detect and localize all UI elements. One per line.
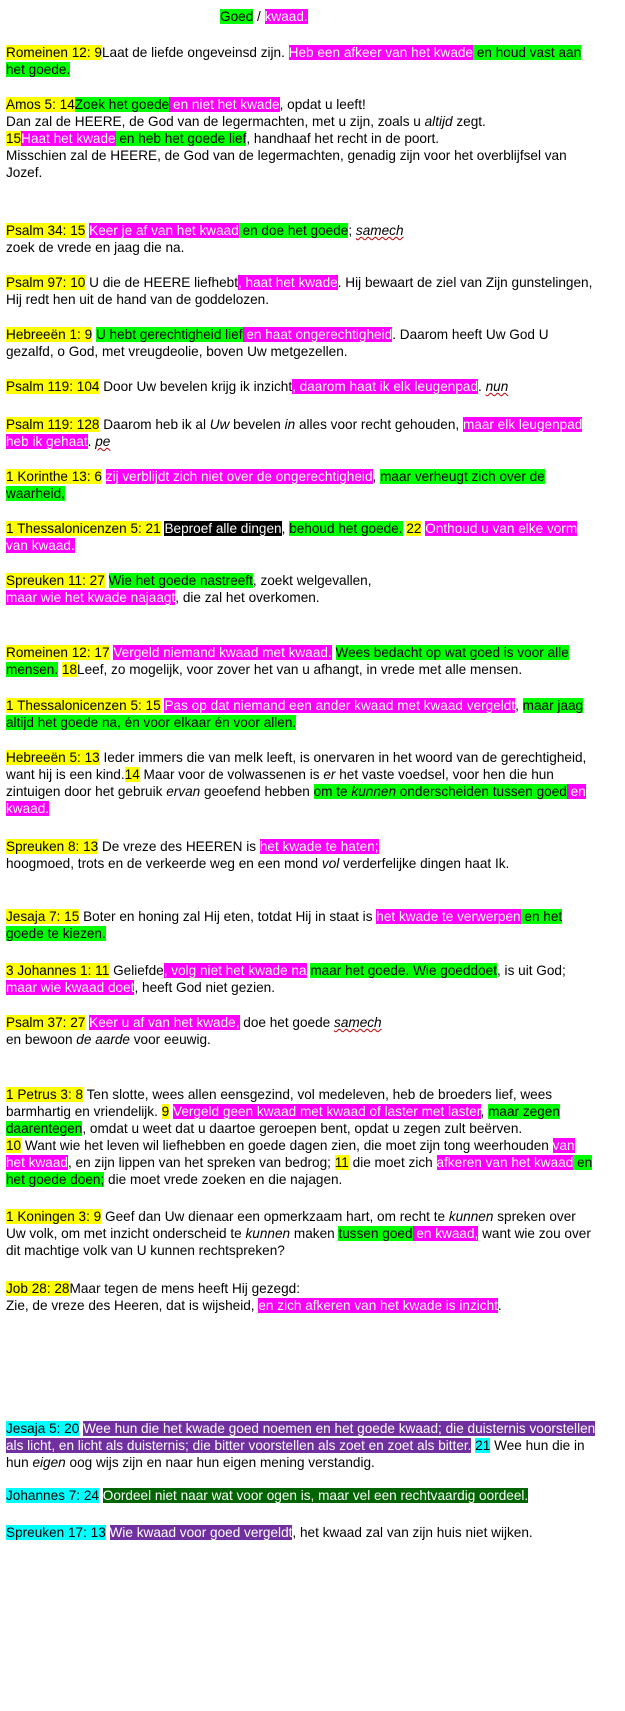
verse-text: doe het goede [239,1015,335,1030]
highlight-good: onderscheiden tussen goed [396,784,567,799]
verse-text: . Hij bewaart de ziel van Zijn gunstelingen, Hij redt hen uit de hand van de goddelozen. [6,275,593,307]
verse-block [6,1487,596,1504]
verse-text: alles voor recht gehouden, [295,417,463,432]
verse-block [6,644,596,678]
verse-reference: 1 Thessalonicenzen 5: 15 [6,698,161,713]
highlight-bad: maar wie het kwade najaagt [6,590,176,605]
verse-text: in [284,417,296,432]
verse-block [6,572,596,606]
verse-text: kunnen [245,1226,291,1241]
verse-reference: Psalm 119: 128 [6,417,100,432]
verse-reference: samech [355,223,404,238]
verse-text: , zoekt welgevallen, [252,573,372,588]
verse-reference: 3 Johannes 1: 11 [6,963,110,978]
highlight-good: en heb het goede lief [115,131,247,146]
verse-block [6,1280,596,1314]
highlight-bad: Onthoud u van elke vorm van kwaad. [6,521,578,553]
highlight-good: Oordeel niet naar wat voor ogen is, maar vel een rechtvaardig oordeel. [102,1488,529,1503]
verse-reference: 9 [161,1104,170,1119]
verse-text: maken [290,1226,339,1241]
highlight-good: maar jaag altijd het goede na, én voor elkaar én voor allen. [6,698,584,730]
verse-text: zoek de vrede en jaag die na. [6,240,185,255]
verse-reference: 15 [6,131,22,146]
verse-block [6,274,596,308]
highlight-good: en doe het goede [238,223,349,238]
highlight-good: en houd vast aan het goede. [6,45,582,77]
highlight-bad: Haat het kwade [21,131,116,146]
verse-reference: Jesaja 7: 15 [6,909,80,924]
verse-block [6,1086,596,1188]
highlight-bad: Wie kwaad voor goed vergeldt [109,1525,293,1540]
verse-text: vol [321,856,340,871]
verse-block [6,1014,596,1048]
verse-reference: Psalm 37: 27 [6,1015,86,1030]
highlight-good: Wees bedacht op wat goed is voor alle mensen. [6,645,569,677]
highlight-black: Beproef alle dingen [164,521,282,536]
verse-text: Want wie het leven wil liefhebben en goede dagen zien, die moet zijn tong weerhouden [21,1138,553,1153]
verse-text [332,645,336,660]
highlight-bad: en kwaad, [412,1226,479,1241]
verse-reference: Psalm 97: 10 [6,275,86,290]
verse-block [6,520,596,554]
verse-text: Boter en honing zal Hij eten, totdat Hij in staat is [79,909,377,924]
verse-reference: pe [95,434,111,449]
highlight-bad: maar elk leugenpad heb ik gehaat [6,417,583,449]
verse-reference: 1 Korinthe 13: 6 [6,469,102,484]
verse-text: het vaste voedsel, voor hen die hun zintuigen door het gebruik [6,767,554,799]
highlight-bad: Vergeld geen kwaad met kwaad of laster met laster [173,1104,481,1119]
highlight-good: om te [313,784,352,799]
verse-block [6,326,596,360]
highlight-bad: , haat het kwade [237,275,338,290]
verse-text: , handhaaf het recht in de poort. [246,131,440,146]
title-bad: kwaad. [264,9,308,24]
verse-text: de aarde [76,1032,130,1047]
verse-text: , heeft God niet gezien. [134,980,276,995]
verse-text: . [497,1298,502,1313]
verse-reference: 22 [406,521,422,536]
highlight-good: maar zegen daarentegen [6,1104,560,1136]
verse-text: spreken over Uw volk, om met inzicht onderscheid te [6,1209,576,1241]
verse-text [106,1525,110,1540]
highlight-good: en het goede doen; [6,1155,593,1187]
verse-text: er [323,767,336,782]
verse-reference: 1 Petrus 3: 8 [6,1087,84,1102]
verse-text: Door Uw bevelen krijg ik inzicht [99,379,293,394]
verse-reference: Psalm 119: 104 [6,379,100,394]
verse-reference: 1 Koningen 3: 9 [6,1209,102,1224]
verse-text: Ieder immers die van melk leeft, is onervaren in het woord van de gerechtigheid, want hij is een kind. [6,750,587,782]
verse-text: eigen [32,1455,66,1470]
verse-text: , [480,1104,489,1119]
verse-text: U die de HEERE liefhebt [85,275,238,290]
verse-text: Zie, de vreze des Heeren, dat is wijsheid, [6,1298,259,1313]
verse-text: zegt. [452,114,486,129]
verse-text: Wee hun die in hun [6,1438,585,1470]
verse-block [6,697,596,731]
verse-text: kunnen [448,1209,494,1224]
verse-reference: Romeinen 12: 9 [6,45,102,60]
verse-text: verderfelijke dingen haat Ik. [339,856,510,871]
highlight-good: U hebt gerechtigheid lief [95,327,243,342]
verse-text: Uw [209,417,230,432]
highlight-bad: zij verblijdt zich niet over de ongerechtigheid [105,469,373,484]
verse-reference: Spreuken 8: 13 [6,839,99,854]
verse-reference: Hebreeën 1: 9 [6,327,93,342]
highlight-bad: Pas op dat niemand een ander kwaad met kwaad vergeldt [164,698,516,713]
verse-block [6,468,596,502]
verse-block [6,1420,596,1471]
highlight-bad: het kwade te haten; [259,839,379,854]
highlight-good: maar verheugt zich over de waarheid, [6,469,545,501]
verse-text: , het kwaad zal van zijn huis niet wijken. [292,1525,533,1540]
verse-reference: Romeinen 12: 17 [6,645,110,660]
verse-block [6,962,596,996]
verse-text: . Daarom heeft Uw God U gezalfd, o God, met vreugdeolie, boven Uw metgezellen. [6,327,549,359]
verse-text: Misschien zal de HEERE, de God van de legermachten, genadig zijn voor het overblijfsel van Jozef. [6,148,567,180]
verse-text: altijd [424,114,453,129]
verse-text: oog wijs zijn en naar hun eigen mening verstandig. [65,1455,375,1470]
highlight-bad: en haat ongerechtigheid [242,327,393,342]
highlight-bad: , volg niet het kwade na [163,963,307,978]
verse-text: die moet zich [348,1155,437,1170]
verse-reference: Johannes 7: 24 [6,1488,99,1503]
verse-text: Geliefde [109,963,164,978]
highlight-bad: en zich afkeren van het kwade is inzicht [258,1298,498,1313]
verse-text: want wie zou over dit machtige volk van U kunnen rechtspreken? [6,1226,591,1258]
verse-block [6,838,596,872]
verse-text: . [87,434,96,449]
verse-text: De vreze des HEEREN is [98,839,260,854]
verse-text: bevelen [229,417,285,432]
highlight-good: tussen goed [338,1226,413,1241]
highlight-bad: en kwaad. [6,784,586,816]
highlight-bad: afkeren van het kwaad [436,1155,574,1170]
verse-reference: Amos 5: 14 [6,97,75,112]
verse-text: hoogmoed, trots en de verkeerde weg en een mond [6,856,322,871]
verse-text: Maar voor de volwassenen is [139,767,324,782]
verse-reference: Spreuken 17: 13 [6,1525,106,1540]
verse-text: , [281,521,290,536]
verse-text: Leef, zo mogelijk, voor zover het van u afhangt, in vrede met alle mensen. [77,662,523,677]
verse-block [6,96,596,181]
highlight-good: behoud het goede. [289,521,403,536]
verse-text: , [515,698,523,713]
verse-text: . [478,379,486,394]
verse-text: , en zijn lippen van het spreken van bedrog; [67,1155,335,1170]
verse-reference: samech [334,1015,382,1030]
verse-text: Ten slotte, wees allen eensgezind, vol medeleven, heb de broeders lief, wees barmhartig en vriendelijk. [6,1087,553,1119]
highlight-good: maar het goede. Wie goeddoet [310,963,497,978]
highlight-bad: maar wie kwaad doet [6,980,135,995]
highlight-bad: Wee hun die het kwade goed noemen en het goede kwaad; die duisternis voorstellen als licht, en licht als duisternis; die bitter voorstellen als zoet en zoet als bitter. [6,1421,596,1453]
highlight-bad: Heb een afkeer van het kwade [288,45,474,60]
highlight-good: en het goede te kiezen. [6,909,563,941]
verse-block [6,1524,596,1541]
title-separator: / [253,9,265,24]
verse-reference: 18 [61,662,78,677]
highlight-bad: Vergeld niemand kwaad met kwaad. [113,645,332,660]
verse-text: , [372,469,381,484]
verse-text: ervan [166,784,201,799]
verse-reference: Hebreeën 5: 13 [6,750,100,765]
verse-text: die moet vrede zoeken en die najagen. [104,1172,343,1187]
verse-text: Daarom heb ik al [99,417,210,432]
verse-block [6,749,596,817]
verse-reference: 1 Thessalonicenzen 5: 21 [6,521,161,536]
verse-reference: 21 [475,1438,491,1453]
highlight-bad: en niet het kwade [169,97,280,112]
verse-text: geoefend hebben [200,784,314,799]
verse-text: Geef dan Uw dienaar een opmerkzaam hart, om recht te [101,1209,449,1224]
verse-text: Laat de liefde ongeveinsd zijn. [101,45,289,60]
highlight-good: kunnen [351,784,397,799]
verse-block [6,416,596,450]
verse-text: Maar tegen de mens heeft Hij gezegd: [69,1281,300,1296]
highlight-bad: van het kwaad [6,1138,575,1170]
highlight-bad: , daarom haat ik elk leugenpad [292,379,479,394]
verse-text: , die zal het overkomen. [175,590,320,605]
verse-reference: Jesaja 5: 20 [6,1421,80,1436]
verse-text: en bewoon [6,1032,77,1047]
verse-text: Dan zal de HEERE, de God van de legermachten, met u zijn, zoals u [6,114,425,129]
verse-text: voor eeuwig. [129,1032,211,1047]
title-good: Goed [220,9,254,24]
verse-text: , is uit God; [497,963,566,978]
verse-reference: nun [485,379,509,394]
highlight-bad: het kwade te verwerpen [376,909,521,924]
verse-block [6,1208,596,1259]
verse-text [105,573,109,588]
highlight-good: Zoek het goede [74,97,170,112]
highlight-good: Wie het goede nastreeft [108,573,253,588]
verse-block [6,222,596,256]
verse-reference: Psalm 34: 15 [6,223,86,238]
verse-block [6,44,596,78]
highlight-bad: Keer je af van het kwaad [89,223,239,238]
verse-block [6,908,596,942]
verse-text: , opdat u leeft! [279,97,366,112]
verse-reference: Job 28: 28 [6,1281,70,1296]
verse-reference: 14 [124,767,140,782]
verse-text: , omdat u weet dat u daartoe geroepen bent, opdat u zegen zult beërven. [82,1121,523,1136]
verse-reference: Spreuken 11: 27 [6,573,105,588]
highlight-bad: Keer u af van het kwade, [89,1015,240,1030]
verse-block [6,378,596,395]
verse-text: ; [348,223,356,238]
verse-reference: 10 [6,1138,22,1153]
verse-reference: 11 [334,1155,349,1170]
